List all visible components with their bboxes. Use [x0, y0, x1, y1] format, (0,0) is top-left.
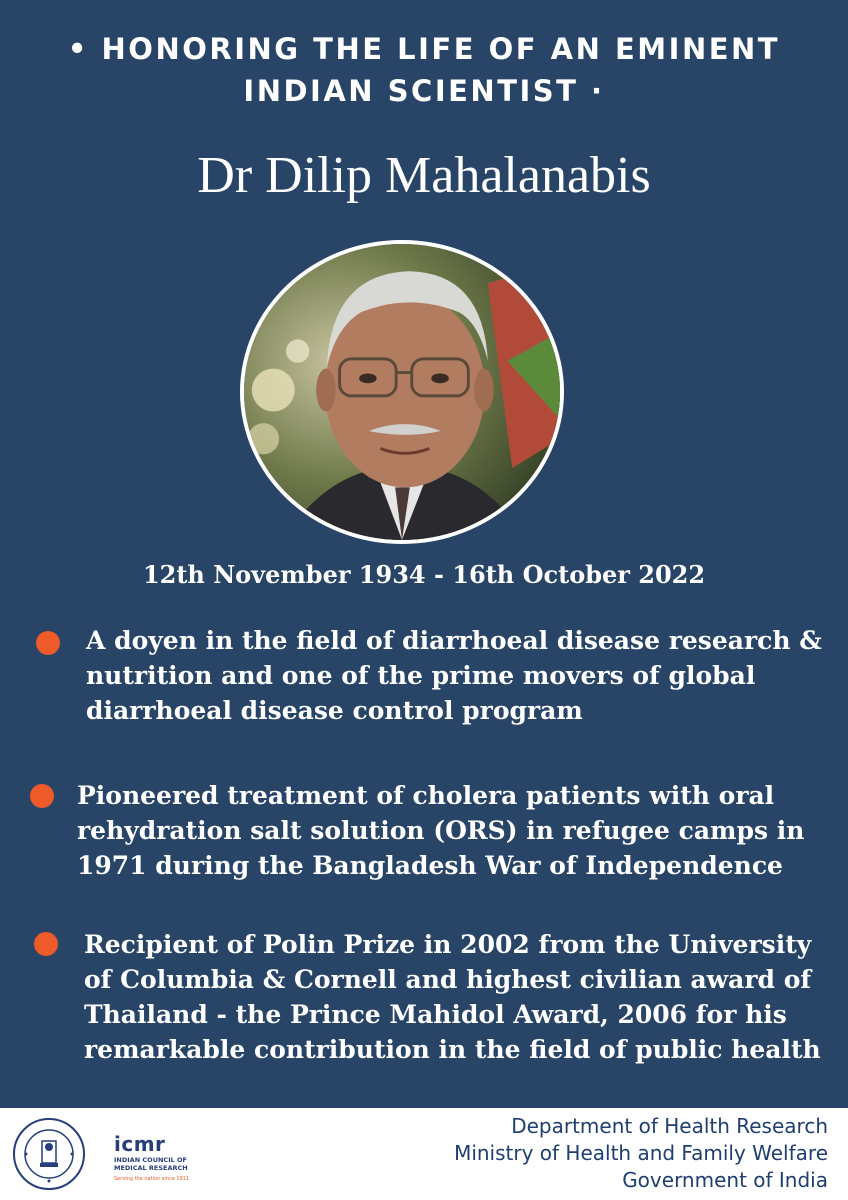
bullet-text-3 — [84, 927, 821, 1067]
bullet-2-line-2: rehydration salt solution (ORS) in refugee camps in — [77, 816, 805, 845]
icmr-logo-tagline: Serving the nation since 1911 — [114, 1176, 190, 1182]
portrait-photo — [240, 240, 564, 544]
org-line-2: Ministry of Health and Family Welfare — [454, 1141, 828, 1165]
org-line-3: Government of India — [622, 1168, 828, 1192]
bullet-1-line-3: diarrhoeal disease control program — [86, 696, 583, 725]
icmr-logo-sub-1: INDIAN COUNCIL OF — [114, 1156, 187, 1164]
council-seal-icon — [12, 1117, 86, 1191]
scientist-name: Dr Dilip Mahalanabis — [197, 147, 651, 204]
bullet-dot-icon — [36, 631, 60, 655]
bullet-text-1 — [86, 623, 822, 728]
bullet-3-line-1: Recipient of Polin Prize in 2002 from the University — [84, 930, 812, 959]
org-line-1: Department of Health Research — [511, 1114, 828, 1138]
bullet-dot-icon — [30, 784, 54, 808]
bullet-dot-icon — [34, 932, 58, 956]
bullet-1-line-2: nutrition and one of the prime movers of global — [86, 661, 756, 690]
header-title-line-1: • HONORING THE LIFE OF AN EMINENT — [67, 32, 781, 66]
bullet-3-line-2: of Columbia & Cornell and highest civilian award of — [84, 965, 812, 994]
life-dates: 12th November 1934 - 16th October 2022 — [142, 560, 706, 589]
portrait-illustration — [244, 244, 560, 540]
bullet-text-2 — [77, 778, 804, 883]
icmr-logo-word: icmr — [114, 1132, 166, 1156]
header-title-line-2: INDIAN SCIENTIST · — [243, 74, 605, 108]
icmr-logo-sub-2: MEDICAL RESEARCH — [114, 1164, 188, 1172]
bullet-3-line-4: remarkable contribution in the field of public health — [84, 1035, 821, 1064]
bullet-1-line-1: A doyen in the field of diarrhoeal disease research & — [86, 626, 822, 655]
organization-block — [454, 1113, 828, 1194]
icmr-logo — [114, 1132, 194, 1186]
bullet-2-line-1: Pioneered treatment of cholera patients with oral — [77, 781, 775, 810]
bullet-3-line-3: Thailand - the Prince Mahidol Award, 2006 for his — [84, 1000, 787, 1029]
bullet-2-line-3: 1971 during the Bangladesh War of Independence — [77, 851, 783, 880]
footer-bar — [0, 1108, 848, 1200]
